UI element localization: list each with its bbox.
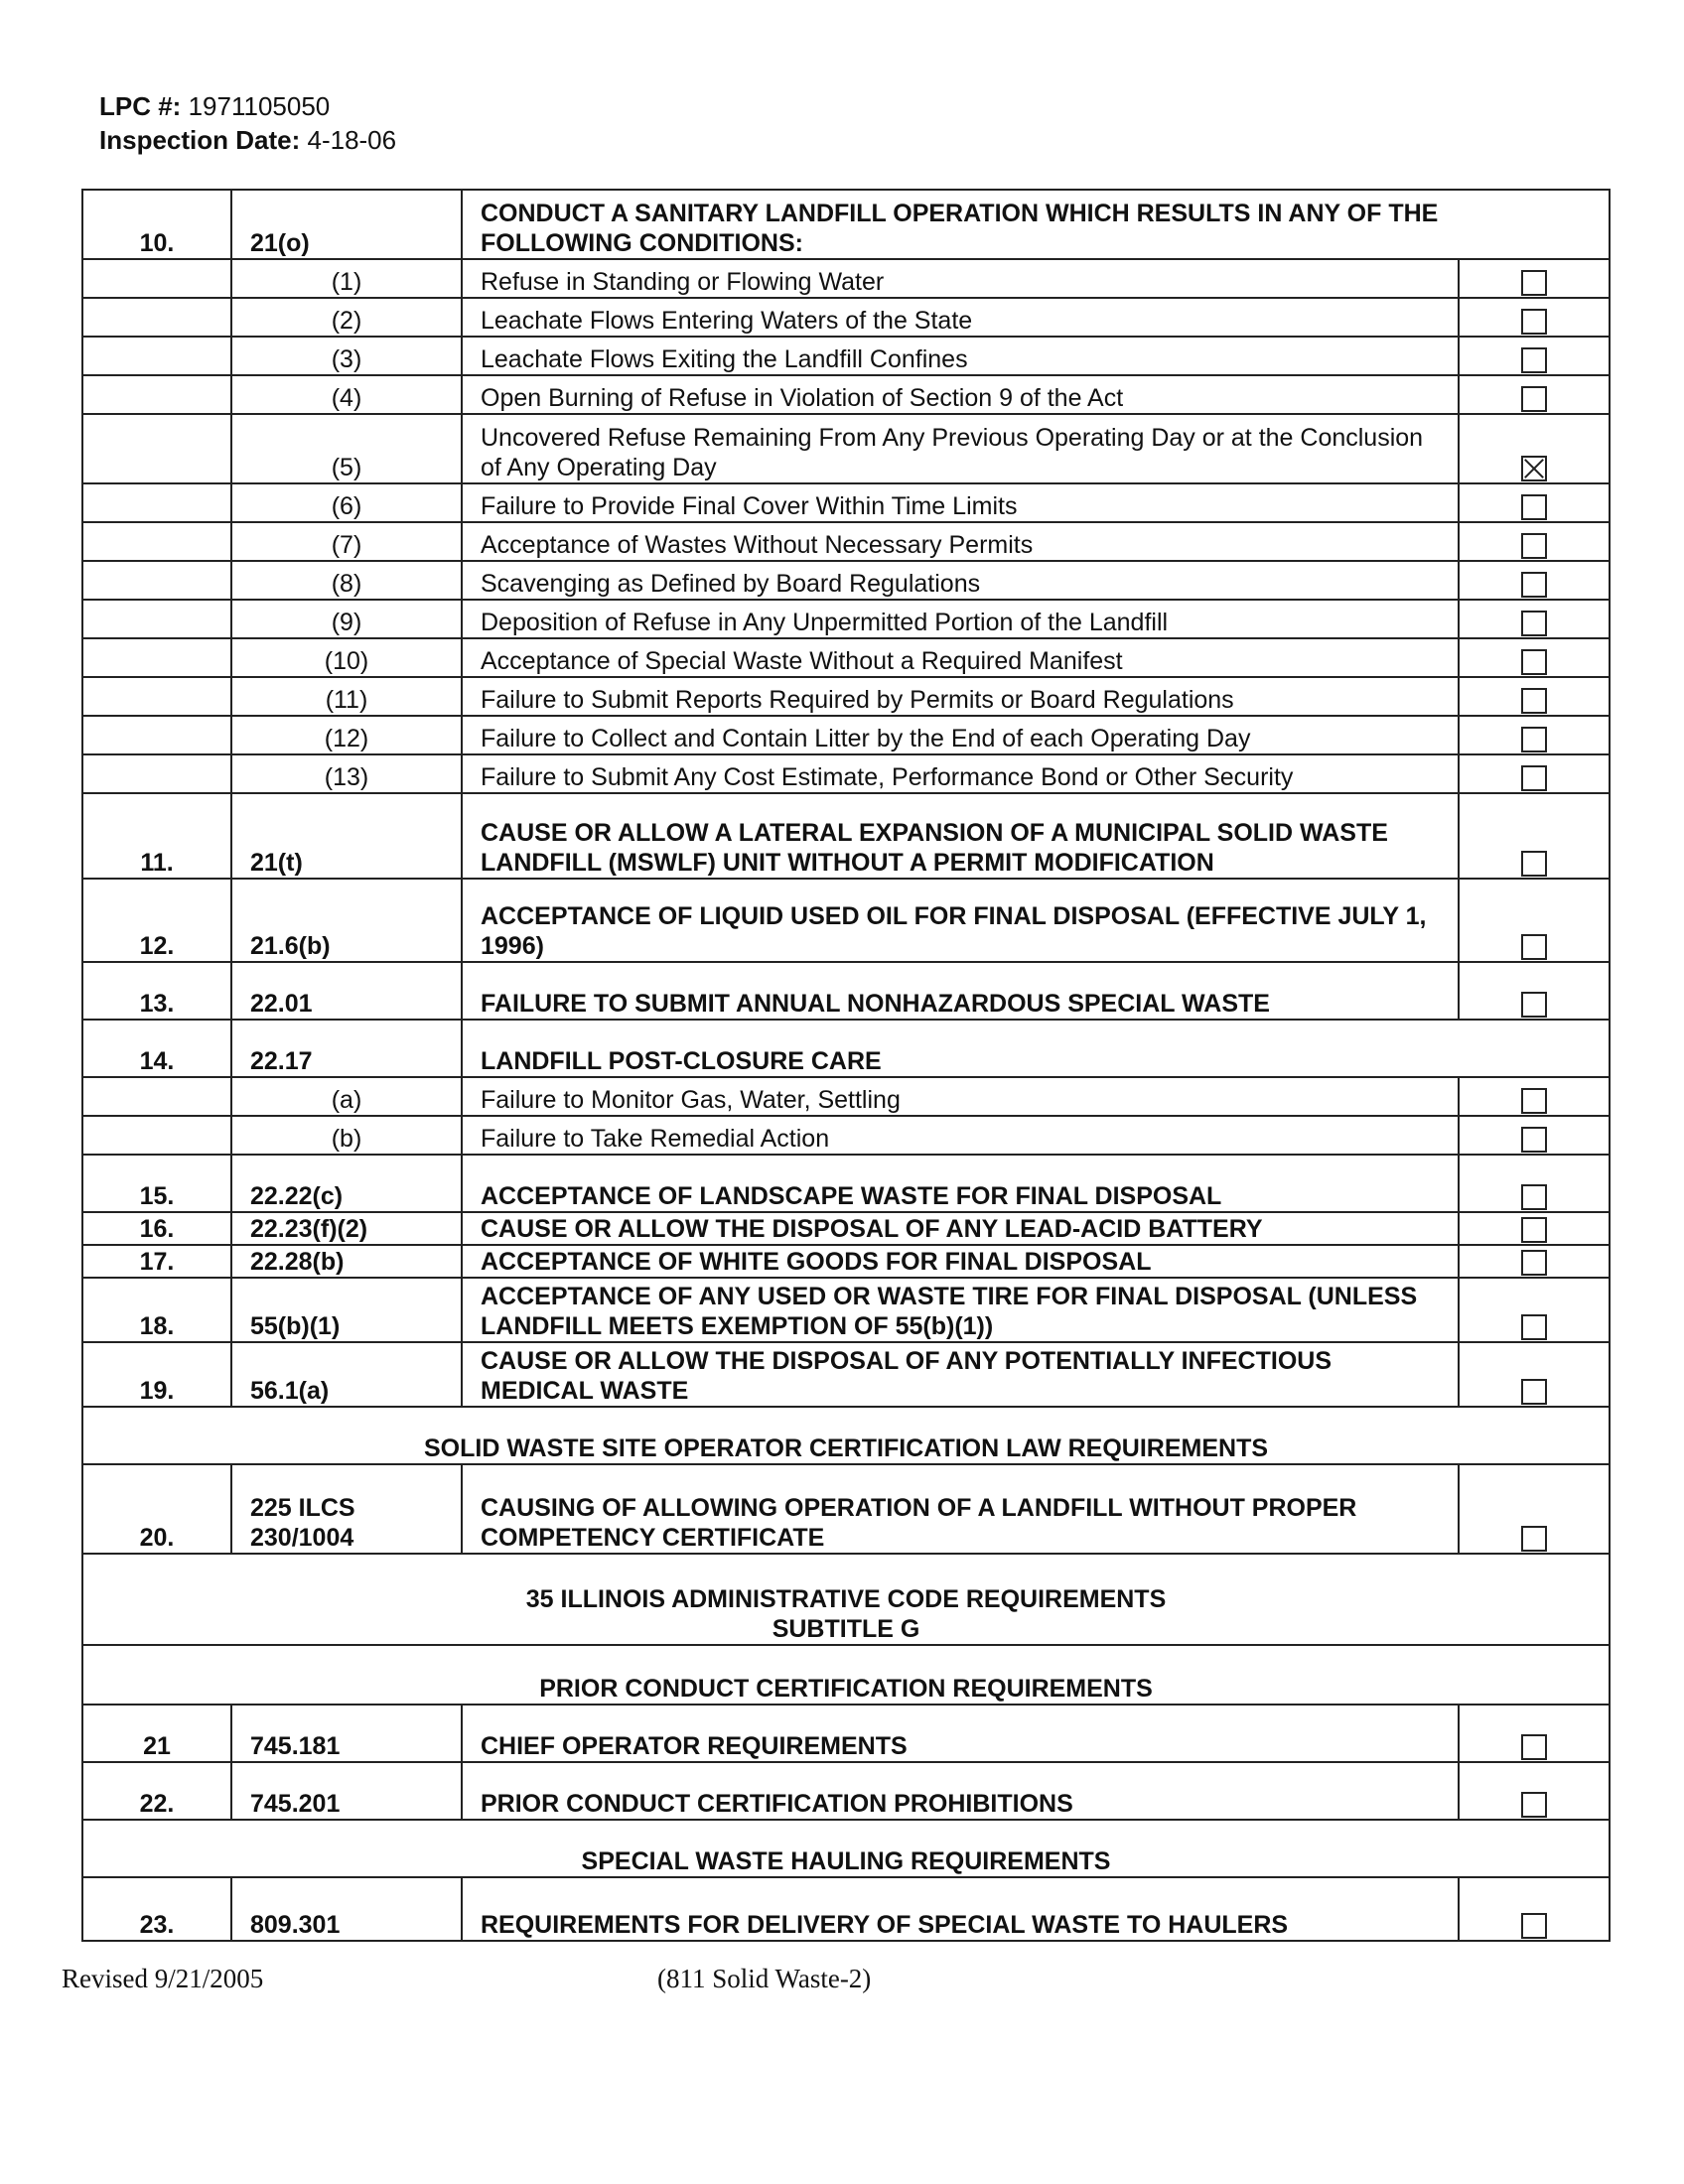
checklist-subitem-row	[82, 677, 1610, 716]
item-description: LANDFILL POST-CLOSURE CARE	[462, 1020, 1610, 1077]
checklist-subitem-row	[82, 414, 1610, 483]
lpc-line	[99, 89, 396, 123]
checklist-item-row	[82, 793, 1610, 879]
checklist-body	[82, 190, 1610, 1941]
item-description: FAILURE TO SUBMIT ANNUAL NONHAZARDOUS SPECIAL WASTE	[462, 962, 1459, 1020]
item-description: Failure to Submit Any Cost Estimate, Performance Bond or Other Security	[462, 754, 1459, 793]
item-number	[82, 754, 231, 793]
item-description: CHIEF OPERATOR REQUIREMENTS	[462, 1705, 1459, 1762]
item-number: 19.	[82, 1342, 231, 1407]
section-reference: 22.22(c)	[231, 1155, 462, 1212]
item-number: 23.	[82, 1877, 231, 1941]
checkbox-cell	[1459, 1212, 1610, 1245]
checklist-subitem-row	[82, 522, 1610, 561]
checkbox-cell	[1459, 879, 1610, 962]
checkbox[interactable]	[1521, 270, 1547, 296]
checkbox[interactable]	[1521, 851, 1547, 877]
checklist-subitem-row	[82, 561, 1610, 600]
checkbox-cell	[1459, 1245, 1610, 1278]
section-reference: (2)	[231, 298, 462, 337]
item-description: Uncovered Refuse Remaining From Any Previous Operating Day or at the Conclusion of Any Operating Day	[462, 414, 1459, 483]
section-heading	[82, 1407, 1610, 1464]
checklist-subitem-row	[82, 1077, 1610, 1116]
section-reference: 745.181	[231, 1705, 462, 1762]
section-reference: (10)	[231, 638, 462, 677]
checklist-item-row	[82, 1705, 1610, 1762]
checkbox-cell	[1459, 298, 1610, 337]
item-description: CAUSE OR ALLOW THE DISPOSAL OF ANY LEAD-ACID BATTERY	[462, 1212, 1459, 1245]
checklist-item-row	[82, 1342, 1610, 1407]
item-description: Failure to Collect and Contain Litter by the End of each Operating Day	[462, 716, 1459, 754]
checkbox-cell	[1459, 1705, 1610, 1762]
section-reference: (4)	[231, 375, 462, 414]
checklist-item-row	[82, 879, 1610, 962]
section-reference: (12)	[231, 716, 462, 754]
checklist-item-row	[82, 1245, 1610, 1278]
item-number	[82, 677, 231, 716]
section-heading-row	[82, 1645, 1610, 1705]
checkbox[interactable]	[1521, 992, 1547, 1018]
item-description: Failure to Submit Reports Required by Permits or Board Regulations	[462, 677, 1459, 716]
checklist-item-row	[82, 1212, 1610, 1245]
section-reference: (b)	[231, 1116, 462, 1155]
checklist-subitem-row	[82, 754, 1610, 793]
checklist-subitem-row	[82, 375, 1610, 414]
item-description: Refuse in Standing or Flowing Water	[462, 259, 1459, 298]
section-heading-row	[82, 1554, 1610, 1645]
item-number	[82, 375, 231, 414]
section-reference: 225 ILCS 230/1004	[231, 1464, 462, 1554]
section-reference: 21(t)	[231, 793, 462, 879]
section-reference: 745.201	[231, 1762, 462, 1820]
item-number: 15.	[82, 1155, 231, 1212]
checkbox-cell	[1459, 600, 1610, 638]
item-description: Deposition of Refuse in Any Unpermitted Portion of the Landfill	[462, 600, 1459, 638]
document-header	[99, 89, 396, 157]
item-description: Failure to Take Remedial Action	[462, 1116, 1459, 1155]
section-reference: (9)	[231, 600, 462, 638]
item-description: Failure to Monitor Gas, Water, Settling	[462, 1077, 1459, 1116]
checkbox-cell	[1459, 375, 1610, 414]
checklist-subitem-row	[82, 716, 1610, 754]
section-reference: (11)	[231, 677, 462, 716]
inspection-date-label: Inspection Date:	[99, 125, 301, 155]
item-number: 13.	[82, 962, 231, 1020]
checkbox-cell	[1459, 1342, 1610, 1407]
checkbox[interactable]	[1521, 1217, 1547, 1243]
checkbox-cell	[1459, 716, 1610, 754]
section-reference: (6)	[231, 483, 462, 522]
section-reference: (7)	[231, 522, 462, 561]
checklist-item-row	[82, 1464, 1610, 1554]
section-reference: (1)	[231, 259, 462, 298]
item-number: 12.	[82, 879, 231, 962]
item-number: 22.	[82, 1762, 231, 1820]
lpc-label: LPC #:	[99, 91, 182, 121]
checkbox[interactable]	[1521, 386, 1547, 412]
item-description: PRIOR CONDUCT CERTIFICATION PROHIBITIONS	[462, 1762, 1459, 1820]
section-reference: 21.6(b)	[231, 879, 462, 962]
item-description: ACCEPTANCE OF LANDSCAPE WASTE FOR FINAL DISPOSAL	[462, 1155, 1459, 1212]
checkbox[interactable]	[1521, 1913, 1547, 1939]
checklist-item-row	[82, 1278, 1610, 1342]
item-number: 20.	[82, 1464, 231, 1554]
checklist-subitem-row	[82, 600, 1610, 638]
checkbox-cell	[1459, 1278, 1610, 1342]
section-reference: 55(b)(1)	[231, 1278, 462, 1342]
section-reference: 809.301	[231, 1877, 462, 1941]
section-reference: 22.23(f)(2)	[231, 1212, 462, 1245]
section-reference: (3)	[231, 337, 462, 375]
checkbox[interactable]	[1521, 494, 1547, 520]
checkbox[interactable]	[1521, 934, 1547, 960]
item-number	[82, 483, 231, 522]
checkbox-cell	[1459, 1116, 1610, 1155]
inspection-checklist-table	[81, 189, 1611, 1942]
section-reference: (a)	[231, 1077, 462, 1116]
checklist-subitem-row	[82, 1116, 1610, 1155]
lpc-value: 1971105050	[188, 91, 331, 121]
form-number: (811 Solid Waste-2)	[657, 1964, 872, 1993]
item-number	[82, 561, 231, 600]
section-heading	[82, 1554, 1610, 1645]
item-description: Open Burning of Refuse in Violation of Section 9 of the Act	[462, 375, 1459, 414]
section-heading-row	[82, 1820, 1610, 1877]
section-reference: 22.01	[231, 962, 462, 1020]
inspection-date-value: 4-18-06	[307, 125, 397, 155]
checked-checkbox[interactable]	[1521, 456, 1547, 481]
item-number	[82, 298, 231, 337]
item-description: Failure to Provide Final Cover Within Time Limits	[462, 483, 1459, 522]
checkbox[interactable]	[1521, 1184, 1547, 1210]
item-description: ACCEPTANCE OF LIQUID USED OIL FOR FINAL DISPOSAL (EFFECTIVE JULY 1, 1996)	[462, 879, 1459, 962]
checkbox-cell	[1459, 483, 1610, 522]
checkbox-cell	[1459, 677, 1610, 716]
item-number	[82, 1077, 231, 1116]
item-number: 14.	[82, 1020, 231, 1077]
checklist-subitem-row	[82, 259, 1610, 298]
checkbox-cell	[1459, 638, 1610, 677]
checkbox-cell	[1459, 1877, 1610, 1941]
item-description: Acceptance of Wastes Without Necessary Permits	[462, 522, 1459, 561]
section-heading	[82, 1820, 1610, 1877]
checkbox[interactable]	[1521, 1250, 1547, 1276]
item-number	[82, 259, 231, 298]
checkbox[interactable]	[1521, 1734, 1547, 1760]
item-number	[82, 716, 231, 754]
inspection-date-line	[99, 123, 396, 157]
checkbox[interactable]	[1521, 533, 1547, 559]
checkbox[interactable]	[1521, 1127, 1547, 1153]
item-description: CAUSING OF ALLOWING OPERATION OF A LANDFILL WITHOUT PROPER COMPETENCY CERTIFICATE	[462, 1464, 1459, 1554]
checkbox[interactable]	[1521, 572, 1547, 598]
section-reference: 22.17	[231, 1020, 462, 1077]
item-description: REQUIREMENTS FOR DELIVERY OF SPECIAL WASTE TO HAULERS	[462, 1877, 1459, 1941]
item-description: Leachate Flows Entering Waters of the State	[462, 298, 1459, 337]
checkbox-cell	[1459, 259, 1610, 298]
checklist-subitem-row	[82, 638, 1610, 677]
section-reference: 56.1(a)	[231, 1342, 462, 1407]
item-number: 16.	[82, 1212, 231, 1245]
item-description: Acceptance of Special Waste Without a Required Manifest	[462, 638, 1459, 677]
item-number: 10.	[82, 190, 231, 259]
item-description: Scavenging as Defined by Board Regulations	[462, 561, 1459, 600]
checkbox[interactable]	[1521, 1526, 1547, 1552]
checklist-subitem-row	[82, 483, 1610, 522]
checkbox[interactable]	[1521, 1792, 1547, 1818]
section-heading-line: SOLID WASTE SITE OPERATOR CERTIFICATION LAW REQUIREMENTS	[423, 1434, 1269, 1462]
checklist-item-row	[82, 1877, 1610, 1941]
checklist-item-row	[82, 962, 1610, 1020]
section-heading-line: 35 ILLINOIS ADMINISTRATIVE CODE REQUIREMENTS	[525, 1585, 1167, 1613]
checkbox-cell	[1459, 962, 1610, 1020]
checkbox-cell	[1459, 1077, 1610, 1116]
checklist-subitem-row	[82, 298, 1610, 337]
revised-date: Revised 9/21/2005	[62, 1964, 264, 1993]
checkbox-cell	[1459, 754, 1610, 793]
checkbox[interactable]	[1521, 1314, 1547, 1340]
checkbox-cell	[1459, 793, 1610, 879]
checkbox[interactable]	[1521, 347, 1547, 373]
checklist-item-row	[82, 1020, 1610, 1077]
item-number	[82, 522, 231, 561]
item-number	[82, 414, 231, 483]
section-reference: (8)	[231, 561, 462, 600]
checklist-item-row	[82, 1762, 1610, 1820]
checkbox-cell	[1459, 1155, 1610, 1212]
item-number	[82, 600, 231, 638]
item-description: ACCEPTANCE OF WHITE GOODS FOR FINAL DISPOSAL	[462, 1245, 1459, 1278]
item-description: ACCEPTANCE OF ANY USED OR WASTE TIRE FOR FINAL DISPOSAL (UNLESS LANDFILL MEETS EXEMPTION OF 55(b)(1))	[462, 1278, 1459, 1342]
item-number: 11.	[82, 793, 231, 879]
checklist-item-row	[82, 1155, 1610, 1212]
section-heading-line: SUBTITLE G	[772, 1615, 920, 1643]
section-reference: (5)	[231, 414, 462, 483]
section-heading-row	[82, 1407, 1610, 1464]
checkbox[interactable]	[1521, 688, 1547, 714]
checkbox-cell	[1459, 1762, 1610, 1820]
item-number: 18.	[82, 1278, 231, 1342]
checkbox[interactable]	[1521, 309, 1547, 335]
item-description: CONDUCT A SANITARY LANDFILL OPERATION WHICH RESULTS IN ANY OF THE FOLLOWING CONDITIONS:	[462, 190, 1610, 259]
checkbox[interactable]	[1521, 1088, 1547, 1114]
item-description: CAUSE OR ALLOW A LATERAL EXPANSION OF A MUNICIPAL SOLID WASTE LANDFILL (MSWLF) UNIT WITHOUT A PERMIT MODIFICATION	[462, 793, 1459, 879]
section-reference: 22.28(b)	[231, 1245, 462, 1278]
checklist-subitem-row	[82, 337, 1610, 375]
checkbox[interactable]	[1521, 611, 1547, 636]
section-heading-line: PRIOR CONDUCT CERTIFICATION REQUIREMENTS	[539, 1675, 1153, 1703]
item-number	[82, 337, 231, 375]
checkbox-cell	[1459, 561, 1610, 600]
checkbox-cell	[1459, 522, 1610, 561]
item-description: Leachate Flows Exiting the Landfill Confines	[462, 337, 1459, 375]
checkbox[interactable]	[1521, 765, 1547, 791]
checkbox[interactable]	[1521, 727, 1547, 752]
section-heading-line: SPECIAL WASTE HAULING REQUIREMENTS	[581, 1847, 1111, 1875]
item-number	[82, 638, 231, 677]
section-reference: 21(o)	[231, 190, 462, 259]
checkbox[interactable]	[1521, 1379, 1547, 1405]
checkbox[interactable]	[1521, 649, 1547, 675]
checklist-item-row	[82, 190, 1610, 259]
section-heading	[82, 1645, 1610, 1705]
item-number: 17.	[82, 1245, 231, 1278]
item-number	[82, 1116, 231, 1155]
item-description: CAUSE OR ALLOW THE DISPOSAL OF ANY POTENTIALLY INFECTIOUS MEDICAL WASTE	[462, 1342, 1459, 1407]
checkbox-cell	[1459, 337, 1610, 375]
checkbox-cell	[1459, 1464, 1610, 1554]
item-number: 21	[82, 1705, 231, 1762]
section-reference: (13)	[231, 754, 462, 793]
checkbox-cell	[1459, 414, 1610, 483]
